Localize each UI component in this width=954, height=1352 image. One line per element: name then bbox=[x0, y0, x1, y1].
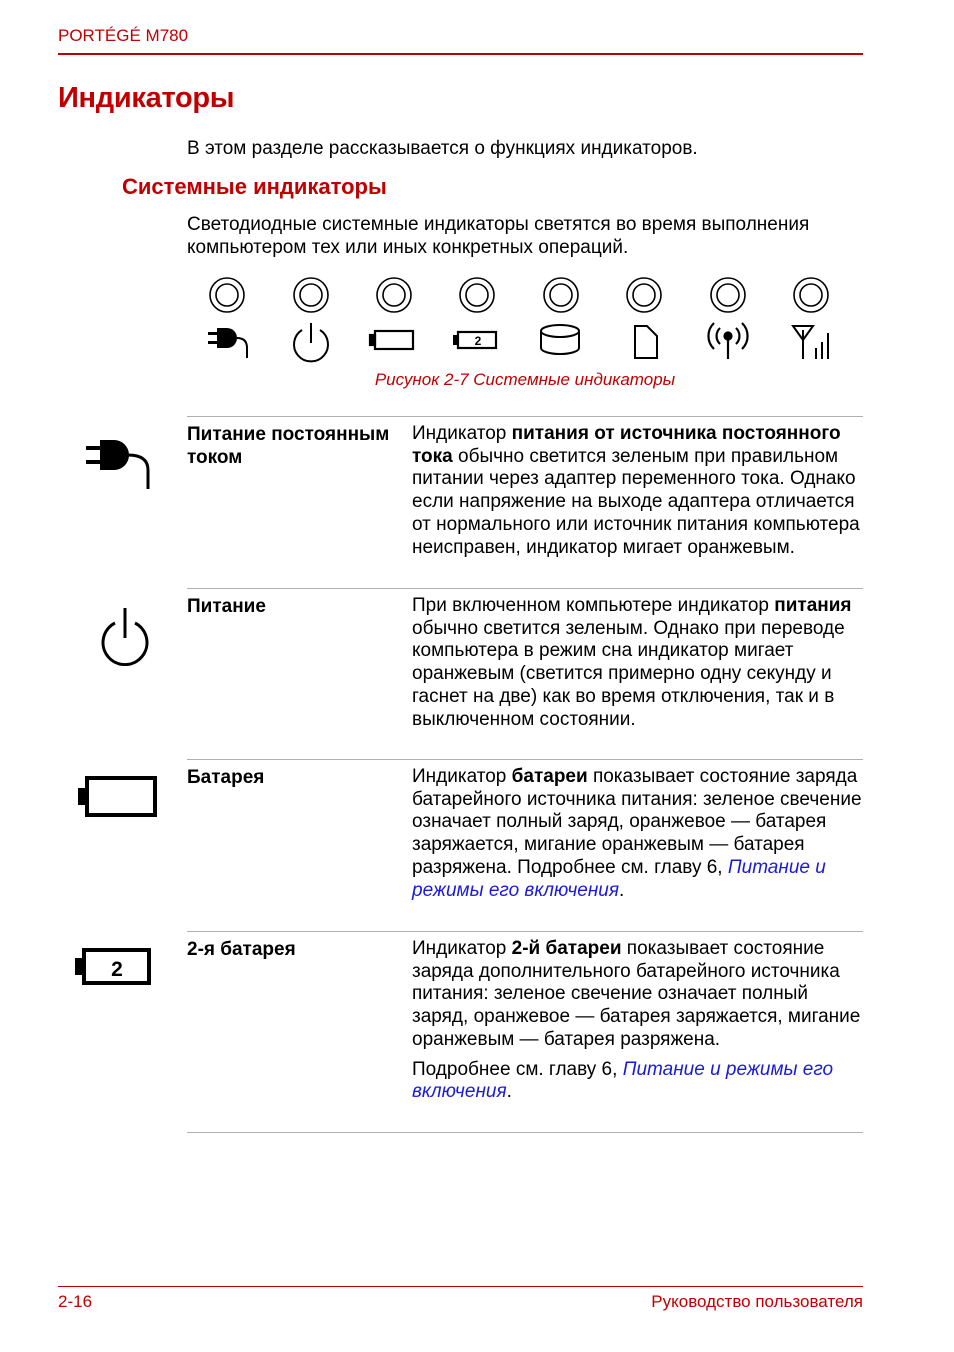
battery-icon bbox=[76, 775, 158, 819]
row-description-paragraph bbox=[412, 1059, 867, 1104]
svg-text:2: 2 bbox=[474, 334, 482, 348]
hdd-icon bbox=[541, 325, 579, 354]
sd-card-icon bbox=[635, 326, 657, 358]
led-6 bbox=[627, 278, 661, 312]
bold-term: питания bbox=[774, 595, 852, 616]
power-icon bbox=[294, 323, 328, 361]
text-run: Индикатор bbox=[412, 766, 512, 787]
row-name: Питание постоянным током bbox=[187, 424, 390, 468]
document-title: Руководство пользователя bbox=[651, 1292, 863, 1311]
page-title: Индикаторы bbox=[58, 82, 235, 114]
chapter-link[interactable]: Питание и режимы его включения bbox=[412, 1058, 834, 1103]
power-icon bbox=[98, 606, 152, 666]
row-description bbox=[412, 766, 867, 902]
intro-text: В этом разделе рассказывается о функциях индикаторов. bbox=[187, 138, 698, 159]
table-rule bbox=[187, 588, 863, 589]
text-run: . bbox=[619, 879, 625, 901]
row-description bbox=[412, 938, 867, 1104]
signal-antenna-icon bbox=[793, 326, 828, 359]
footer-rule bbox=[58, 1286, 863, 1287]
text-run: обычно светится зеленым при правильном питании через адаптер переменного тока. Однако если напряжение на выходе адаптера отличается от нормального или источник питания компьютера неисправен, индикатор мигает оранжевым. bbox=[412, 445, 860, 558]
table-rule bbox=[187, 1132, 863, 1133]
led-2 bbox=[294, 278, 328, 312]
figure-caption: Рисунок 2-7 Системные индикаторы bbox=[374, 370, 676, 389]
led-7 bbox=[711, 278, 745, 312]
row-name: 2-я батарея bbox=[187, 939, 296, 960]
text-run: Подробнее см. главу 6, bbox=[412, 1058, 623, 1080]
row-description bbox=[412, 423, 867, 559]
system-indicators-figure bbox=[187, 270, 863, 370]
header-rule bbox=[58, 53, 863, 55]
dc-power-icon bbox=[208, 328, 247, 358]
led-3 bbox=[377, 278, 411, 312]
header-title: PORTÉGÉ M780 bbox=[58, 26, 189, 45]
battery-2-icon bbox=[453, 332, 496, 348]
svg-text:2: 2 bbox=[111, 958, 123, 981]
led-5 bbox=[544, 278, 578, 312]
text-run: показывает состояние заряда дополнительного батарейного источника питания: зеленое свечение означает полный заряд, оранжевое — батарея заряжается, мигание оранжевым — батарея разряжена. bbox=[412, 938, 861, 1050]
section-title: Системные индикаторы bbox=[122, 174, 387, 199]
bold-term: 2-й батареи bbox=[511, 938, 622, 959]
table-rule bbox=[187, 416, 863, 417]
bold-term: питания от источника постоянного тока bbox=[412, 423, 841, 467]
row-description bbox=[412, 595, 867, 731]
battery-2-icon bbox=[72, 947, 154, 989]
wireless-icon bbox=[708, 323, 747, 359]
row-description-paragraph bbox=[412, 938, 867, 1052]
text-run: Индикатор bbox=[412, 423, 512, 444]
dc-power-icon bbox=[84, 436, 154, 492]
section-description: Светодиодные системные индикаторы светятся во время выполнения компьютером тех или иных конкретных операций. bbox=[187, 214, 810, 258]
table-rule bbox=[187, 931, 863, 932]
text-run: Индикатор bbox=[412, 938, 512, 959]
text-run: . bbox=[506, 1081, 512, 1103]
table-rule bbox=[187, 759, 863, 760]
led-4 bbox=[460, 278, 494, 312]
row-name: Батарея bbox=[187, 767, 265, 788]
led-8 bbox=[794, 278, 828, 312]
text-run: обычно светится зеленым. Однако при переводе компьютера в режим сна индикатор мигает оранжевым (светится примерно одну секунду и гаснет на две) как во время отключения, так и в выключенном состоянии. bbox=[412, 617, 845, 730]
chapter-link[interactable]: Питание и режимы его включения bbox=[412, 856, 826, 901]
page-number: 2-16 bbox=[58, 1292, 93, 1311]
text-run: показывает состояние заряда батарейного источника питания: зеленое свечение означает полный заряд, оранжевое — батарея заряжается, мигание оранжевым — батарея разряжена. Подробнее см. главу 6, bbox=[412, 766, 862, 878]
bold-term: батареи bbox=[511, 766, 588, 787]
battery-icon bbox=[370, 331, 413, 349]
led-1 bbox=[210, 278, 244, 312]
text-run: При включенном компьютере индикатор bbox=[412, 595, 775, 616]
row-name: Питание bbox=[187, 596, 266, 617]
